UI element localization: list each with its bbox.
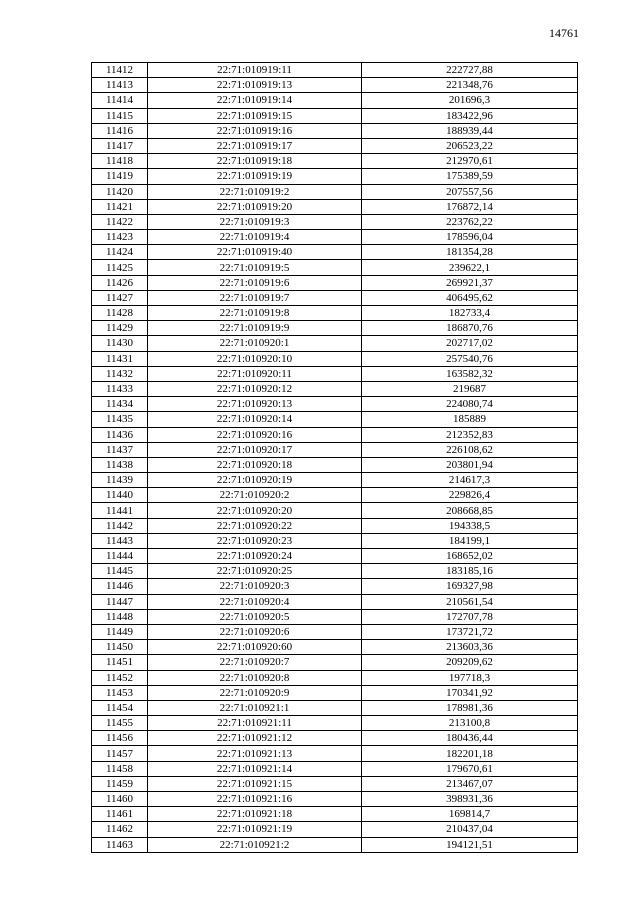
table-row (92, 746, 578, 761)
cadastral-number-cell: 22:71:010920:11 (148, 366, 362, 381)
row-index-cell: 11432 (92, 366, 148, 381)
cadastral-number-cell: 22:71:010920:16 (148, 427, 362, 442)
table-row (92, 761, 578, 776)
cadastral-value-cell: 398931,36 (362, 792, 578, 807)
cadastral-number-cell: 22:71:010920:8 (148, 670, 362, 685)
cadastral-value-cell: 172707,78 (362, 609, 578, 624)
cadastral-number-cell: 22:71:010919:18 (148, 154, 362, 169)
row-index-cell: 11414 (92, 93, 148, 108)
row-index-cell: 11416 (92, 123, 148, 138)
table-row (92, 594, 578, 609)
cadastral-value-cell: 214617,3 (362, 473, 578, 488)
table-row (92, 63, 578, 78)
table-row (92, 351, 578, 366)
table-row (92, 275, 578, 290)
cadastral-number-cell: 22:71:010920:9 (148, 685, 362, 700)
cadastral-number-cell: 22:71:010919:4 (148, 230, 362, 245)
cadastral-value-cell: 184199,1 (362, 533, 578, 548)
cadastral-number-cell: 22:71:010919:19 (148, 169, 362, 184)
cadastral-value-cell: 201696,3 (362, 93, 578, 108)
row-index-cell: 11428 (92, 306, 148, 321)
row-index-cell: 11430 (92, 336, 148, 351)
cadastral-number-cell: 22:71:010921:11 (148, 716, 362, 731)
table-row (92, 488, 578, 503)
cadastral-value-cell: 219687 (362, 381, 578, 396)
row-index-cell: 11461 (92, 807, 148, 822)
cadastral-value-cell: 212970,61 (362, 154, 578, 169)
cadastral-value-cell: 229826,4 (362, 488, 578, 503)
cadastral-value-cell: 169814,7 (362, 807, 578, 822)
cadastral-value-cell: 239622,1 (362, 260, 578, 275)
cadastral-number-cell: 22:71:010920:18 (148, 457, 362, 472)
row-index-cell: 11447 (92, 594, 148, 609)
cadastral-value-cell: 194338,5 (362, 518, 578, 533)
row-index-cell: 11457 (92, 746, 148, 761)
row-index-cell: 11429 (92, 321, 148, 336)
cadastral-number-cell: 22:71:010921:14 (148, 761, 362, 776)
table-row (92, 442, 578, 457)
table-row (92, 640, 578, 655)
cadastral-number-cell: 22:71:010919:9 (148, 321, 362, 336)
cadastral-value-cell: 170341,92 (362, 685, 578, 700)
cadastral-value-cell: 257540,76 (362, 351, 578, 366)
table-row (92, 533, 578, 548)
cadastral-value-cell: 183185,16 (362, 564, 578, 579)
cadastral-number-cell: 22:71:010920:20 (148, 503, 362, 518)
cadastral-number-cell: 22:71:010919:15 (148, 108, 362, 123)
cadastral-value-cell: 269921,37 (362, 275, 578, 290)
cadastral-number-cell: 22:71:010921:1 (148, 700, 362, 715)
table-row (92, 685, 578, 700)
table-row (92, 290, 578, 305)
cadastral-number-cell: 22:71:010919:3 (148, 214, 362, 229)
row-index-cell: 11444 (92, 549, 148, 564)
row-index-cell: 11452 (92, 670, 148, 685)
cadastral-number-cell: 22:71:010920:13 (148, 397, 362, 412)
cadastral-number-cell: 22:71:010919:16 (148, 123, 362, 138)
cadastral-value-cell: 210561,54 (362, 594, 578, 609)
cadastral-value-cell: 182201,18 (362, 746, 578, 761)
row-index-cell: 11463 (92, 837, 148, 852)
cadastral-value-cell: 406495,62 (362, 290, 578, 305)
table-row (92, 473, 578, 488)
cadastral-value-cell: 183422,96 (362, 108, 578, 123)
cadastral-value-cell: 185889 (362, 412, 578, 427)
cadastral-value-cell: 202717,02 (362, 336, 578, 351)
cadastral-number-cell: 22:71:010919:40 (148, 245, 362, 260)
cadastral-value-cell: 197718,3 (362, 670, 578, 685)
page-number: 14761 (549, 26, 579, 40)
cadastral-number-cell: 22:71:010920:6 (148, 624, 362, 639)
table-row (92, 776, 578, 791)
table-row (92, 230, 578, 245)
table-row (92, 108, 578, 123)
table-row (92, 184, 578, 199)
row-index-cell: 11453 (92, 685, 148, 700)
cadastral-value-cell: 181354,28 (362, 245, 578, 260)
cadastral-value-cell: 186870,76 (362, 321, 578, 336)
row-index-cell: 11418 (92, 154, 148, 169)
cadastral-value-cell: 207557,56 (362, 184, 578, 199)
cadastral-value-cell: 188939,44 (362, 123, 578, 138)
cadastral-value-cell: 206523,22 (362, 138, 578, 153)
cadastral-number-cell: 22:71:010920:24 (148, 549, 362, 564)
row-index-cell: 11443 (92, 533, 148, 548)
cadastral-value-cell: 226108,62 (362, 442, 578, 457)
row-index-cell: 11462 (92, 822, 148, 837)
cadastral-value-cell: 168652,02 (362, 549, 578, 564)
cadastral-value-cell: 208668,85 (362, 503, 578, 518)
cadastral-number-cell: 22:71:010920:22 (148, 518, 362, 533)
table-row (92, 427, 578, 442)
table-row (92, 503, 578, 518)
row-index-cell: 11425 (92, 260, 148, 275)
table-row (92, 123, 578, 138)
cadastral-number-cell: 22:71:010919:6 (148, 275, 362, 290)
row-index-cell: 11439 (92, 473, 148, 488)
row-index-cell: 11422 (92, 214, 148, 229)
cadastral-number-cell: 22:71:010921:19 (148, 822, 362, 837)
row-index-cell: 11431 (92, 351, 148, 366)
cadastral-value-cell: 175389,59 (362, 169, 578, 184)
cadastral-value-cell: 203801,94 (362, 457, 578, 472)
cadastral-value-cell: 213100,8 (362, 716, 578, 731)
cadastral-number-cell: 22:71:010919:14 (148, 93, 362, 108)
cadastral-number-cell: 22:71:010920:14 (148, 412, 362, 427)
cadastral-value-cell: 169327,98 (362, 579, 578, 594)
row-index-cell: 11451 (92, 655, 148, 670)
row-index-cell: 11419 (92, 169, 148, 184)
cadastral-number-cell: 22:71:010919:17 (148, 138, 362, 153)
table-row (92, 792, 578, 807)
cadastral-number-cell: 22:71:010920:5 (148, 609, 362, 624)
table-row (92, 138, 578, 153)
table-row (92, 837, 578, 852)
row-index-cell: 11434 (92, 397, 148, 412)
row-index-cell: 11436 (92, 427, 148, 442)
table-row (92, 260, 578, 275)
table-row (92, 412, 578, 427)
cadastral-number-cell: 22:71:010920:10 (148, 351, 362, 366)
row-index-cell: 11441 (92, 503, 148, 518)
cadastral-number-cell: 22:71:010920:25 (148, 564, 362, 579)
table-row (92, 199, 578, 214)
row-index-cell: 11415 (92, 108, 148, 123)
table-row (92, 169, 578, 184)
row-index-cell: 11458 (92, 761, 148, 776)
cadastral-value-cell: 213467,07 (362, 776, 578, 791)
row-index-cell: 11449 (92, 624, 148, 639)
table-row (92, 716, 578, 731)
cadastral-number-cell: 22:71:010920:7 (148, 655, 362, 670)
table-row (92, 609, 578, 624)
row-index-cell: 11455 (92, 716, 148, 731)
cadastral-number-cell: 22:71:010919:7 (148, 290, 362, 305)
row-index-cell: 11459 (92, 776, 148, 791)
row-index-cell: 11460 (92, 792, 148, 807)
cadastral-number-cell: 22:71:010920:19 (148, 473, 362, 488)
cadastral-number-cell: 22:71:010920:17 (148, 442, 362, 457)
table-row (92, 670, 578, 685)
cadastral-value-cell: 178981,36 (362, 700, 578, 715)
cadastral-number-cell: 22:71:010921:13 (148, 746, 362, 761)
row-index-cell: 11417 (92, 138, 148, 153)
row-index-cell: 11454 (92, 700, 148, 715)
row-index-cell: 11413 (92, 78, 148, 93)
row-index-cell: 11448 (92, 609, 148, 624)
cadastral-number-cell: 22:71:010920:60 (148, 640, 362, 655)
table-row (92, 245, 578, 260)
row-index-cell: 11450 (92, 640, 148, 655)
row-index-cell: 11433 (92, 381, 148, 396)
table-row (92, 336, 578, 351)
table-row (92, 655, 578, 670)
table-row (92, 564, 578, 579)
row-index-cell: 11421 (92, 199, 148, 214)
cadastral-value-cell: 179670,61 (362, 761, 578, 776)
cadastral-number-cell: 22:71:010919:20 (148, 199, 362, 214)
cadastral-value-cell: 180436,44 (362, 731, 578, 746)
row-index-cell: 11438 (92, 457, 148, 472)
row-index-cell: 11445 (92, 564, 148, 579)
table-row (92, 579, 578, 594)
cadastral-number-cell: 22:71:010919:13 (148, 78, 362, 93)
table-row (92, 700, 578, 715)
row-index-cell: 11435 (92, 412, 148, 427)
table-row (92, 518, 578, 533)
cadastral-number-cell: 22:71:010920:3 (148, 579, 362, 594)
cadastral-value-cell: 173721,72 (362, 624, 578, 639)
cadastral-number-cell: 22:71:010921:15 (148, 776, 362, 791)
cadastral-number-cell: 22:71:010920:2 (148, 488, 362, 503)
cadastral-number-cell: 22:71:010920:1 (148, 336, 362, 351)
cadastral-value-cell: 222727,88 (362, 63, 578, 78)
row-index-cell: 11420 (92, 184, 148, 199)
cadastral-value-cell: 224080,74 (362, 397, 578, 412)
row-index-cell: 11412 (92, 63, 148, 78)
cadastral-number-cell: 22:71:010920:4 (148, 594, 362, 609)
row-index-cell: 11446 (92, 579, 148, 594)
cadastral-value-cell: 163582,32 (362, 366, 578, 381)
row-index-cell: 11424 (92, 245, 148, 260)
table-row (92, 306, 578, 321)
row-index-cell: 11440 (92, 488, 148, 503)
cadastral-value-table (91, 62, 578, 853)
table-row (92, 93, 578, 108)
cadastral-number-cell: 22:71:010919:11 (148, 63, 362, 78)
row-index-cell: 11426 (92, 275, 148, 290)
table-body (92, 63, 578, 853)
cadastral-number-cell: 22:71:010919:2 (148, 184, 362, 199)
row-index-cell: 11456 (92, 731, 148, 746)
cadastral-value-cell: 213603,36 (362, 640, 578, 655)
table-row (92, 78, 578, 93)
cadastral-value-cell: 178596,04 (362, 230, 578, 245)
cadastral-value-cell: 209209,62 (362, 655, 578, 670)
row-index-cell: 11427 (92, 290, 148, 305)
row-index-cell: 11442 (92, 518, 148, 533)
cadastral-number-cell: 22:71:010919:8 (148, 306, 362, 321)
cadastral-value-cell: 223762,22 (362, 214, 578, 229)
cadastral-value-cell: 212352,83 (362, 427, 578, 442)
table-row (92, 457, 578, 472)
table-row (92, 807, 578, 822)
cadastral-value-cell: 210437,04 (362, 822, 578, 837)
table-row (92, 381, 578, 396)
cadastral-number-cell: 22:71:010921:18 (148, 807, 362, 822)
table-row (92, 397, 578, 412)
cadastral-value-cell: 221348,76 (362, 78, 578, 93)
table-row (92, 731, 578, 746)
table-row (92, 822, 578, 837)
cadastral-value-cell: 182733,4 (362, 306, 578, 321)
table-row (92, 366, 578, 381)
cadastral-number-cell: 22:71:010921:2 (148, 837, 362, 852)
cadastral-number-cell: 22:71:010921:12 (148, 731, 362, 746)
row-index-cell: 11437 (92, 442, 148, 457)
table-row (92, 214, 578, 229)
cadastral-value-cell: 176872,14 (362, 199, 578, 214)
cadastral-value-cell: 194121,51 (362, 837, 578, 852)
cadastral-number-cell: 22:71:010920:12 (148, 381, 362, 396)
table-row (92, 549, 578, 564)
table-row (92, 321, 578, 336)
table-row (92, 154, 578, 169)
cadastral-number-cell: 22:71:010919:5 (148, 260, 362, 275)
cadastral-number-cell: 22:71:010921:16 (148, 792, 362, 807)
cadastral-number-cell: 22:71:010920:23 (148, 533, 362, 548)
table-row (92, 624, 578, 639)
row-index-cell: 11423 (92, 230, 148, 245)
